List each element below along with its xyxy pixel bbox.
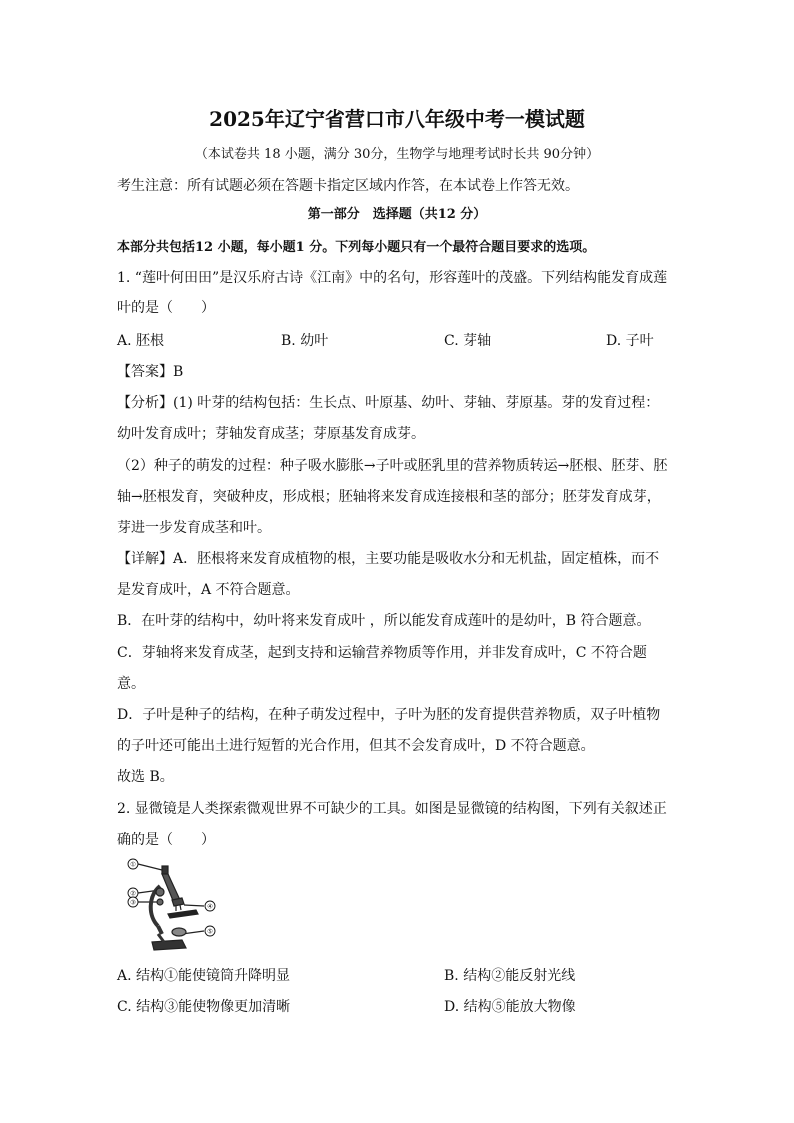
q1-detail-line: 意。 (117, 676, 145, 692)
q1-detail-line: 【详解】A．胚根将来发育成植物的根，主要功能是吸收水分和无机盐，固定植株，而不 (117, 551, 660, 567)
section-heading: 第一部分 选择题（共12 分） (307, 207, 487, 222)
exam-notice: 考生注意：所有试题必须在答题卡指定区域内作答，在本试卷上作答无效。 (117, 178, 579, 194)
q1-detail-line: 是发育成叶，A 不符合题意。 (117, 582, 300, 598)
figure-label-1: ① (130, 860, 136, 869)
q1-option-d: D. 子叶 (606, 333, 654, 349)
q1-detail-line: 的子叶还可能出土进行短暂的光合作用，但其不会发育成叶，D 不符合题意。 (117, 738, 595, 754)
q1-option-b: B. 幼叶 (281, 333, 329, 349)
q1-detail-line: D．子叶是种子的结构，在种子萌发过程中，子叶为胚的发育提供营养物质，双子叶植物 (117, 707, 661, 723)
q1-analysis-line: 芽进一步发育成茎和叶。 (117, 520, 271, 536)
microscope-figure (124, 856, 224, 956)
section-instruction: 本部分共包括12 小题，每小题1 分。下列每小题只有一个最符合题目要求的选项。 (117, 240, 596, 255)
q1-analysis-line: 幼叶发育成叶；芽轴发育成茎；芽原基发育成芽。 (117, 426, 425, 442)
q1-stem-line2: 叶的是（ ） (117, 300, 215, 316)
q1-detail-line: C．芽轴将来发育成茎，起到支持和运输营养物质等作用，并非发育成叶，C 不符合题 (117, 645, 647, 661)
q1-analysis-line: 【分析】(1) 叶芽的结构包括：生长点、叶原基、幼叶、芽轴、芽原基。芽的发育过程： (117, 395, 660, 411)
figure-label-5: ⑤ (207, 927, 213, 936)
q2-stem-line2: 确的是（ ） (117, 832, 215, 848)
figure-label-3: ③ (130, 898, 136, 907)
q2-stem-line1: 2. 显微镜是人类探索微观世界不可缺少的工具。如图是显微镜的结构图，下列有关叙述正 (117, 801, 667, 817)
q2-option-a: A. 结构①能使镜筒升降明显 (117, 968, 291, 984)
q1-stem-line1: 1. “莲叶何田田”是汉乐府古诗《江南》中的名句，形容莲叶的茂盛。下列结构能发育成莲 (117, 270, 668, 286)
q1-analysis-line: 轴→胚根发育，突破种皮，形成根；胚轴将来发育成连接根和茎的部分；胚芽发育成芽， (117, 489, 661, 505)
q2-option-d: D. 结构⑤能放大物像 (444, 999, 576, 1015)
q1-detail-line: 故选 B。 (117, 769, 174, 785)
figure-label-4: ④ (207, 902, 213, 911)
q1-analysis-line: （2）种子的萌发的过程：种子吸水膨胀→子叶或胚乳里的营养物质转运→胚根、胚芽、胚 (117, 458, 668, 474)
q2-option-b: B. 结构②能反射光线 (444, 968, 576, 984)
q1-detail-line: B．在叶芽的结构中，幼叶将来发育成叶 ，所以能发育成莲叶的是幼叶，B 符合题意。 (117, 613, 651, 629)
q1-answer: 【答案】B (117, 364, 184, 380)
q2-option-c: C. 结构③能使物像更加清晰 (117, 999, 291, 1015)
exam-title: 2025年辽宁省营口市八年级中考一模试题 (209, 107, 585, 131)
q1-option-c: C. 芽轴 (444, 333, 492, 349)
q1-option-a: A. 胚根 (117, 333, 165, 349)
figure-label-2: ② (130, 889, 136, 898)
exam-subtitle: （本试卷共 18 小题，满分 30分，生物学与地理考试时长共 90分钟） (194, 147, 600, 162)
